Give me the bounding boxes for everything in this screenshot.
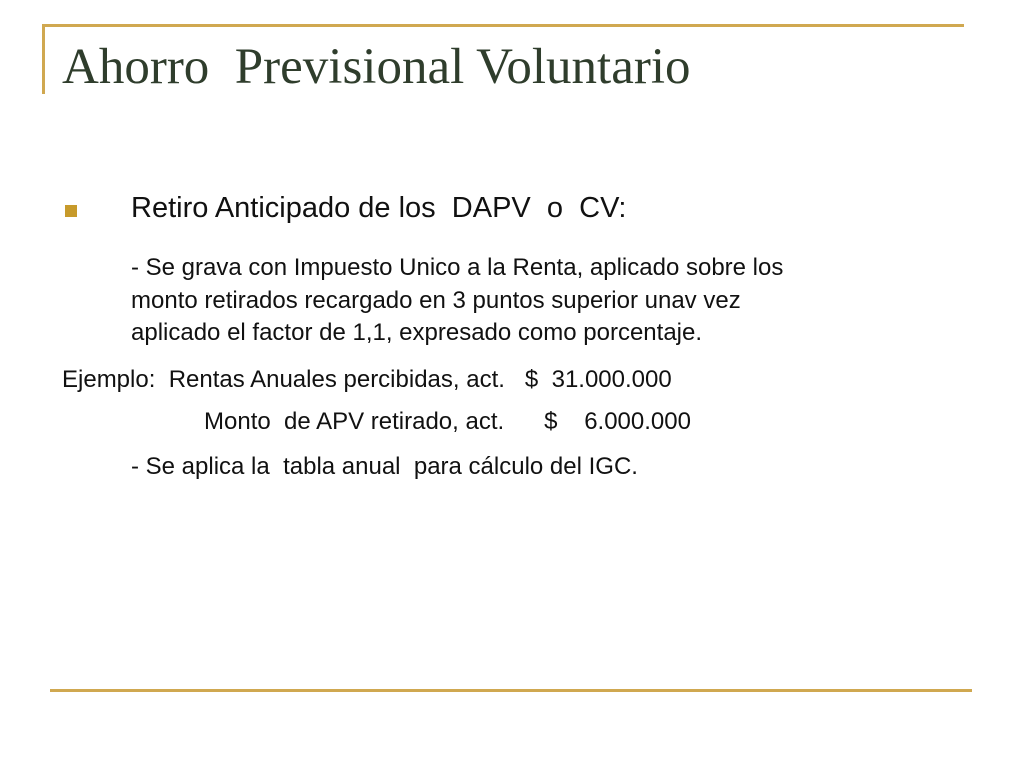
description-line-2: monto retirados recargado en 3 puntos superior unav vez	[131, 286, 741, 314]
description-line-1: - Se grava con Impuesto Unico a la Renta, aplicado sobre los	[131, 254, 784, 281]
slide-title: Ahorro Previsional Voluntario	[62, 39, 691, 95]
example-table-note: - Se aplica la tabla anual para cálculo del IGC.	[131, 453, 638, 480]
example-income-line: Ejemplo: Rentas Anuales percibidas, act. $ 31.000.000	[62, 366, 672, 393]
frame-left-rule	[42, 24, 45, 94]
frame-top-rule	[43, 24, 964, 27]
bullet-heading: Retiro Anticipado de los DAPV o CV:	[131, 192, 627, 224]
square-bullet-icon	[65, 205, 77, 217]
description-line-3: aplicado el factor de 1,1, expresado como porcentaje.	[131, 319, 703, 347]
example-withdrawal-line: Monto de APV retirado, act. $ 6.000.000	[204, 408, 691, 435]
description-paragraph	[131, 252, 961, 350]
frame-bottom-rule	[50, 689, 972, 692]
